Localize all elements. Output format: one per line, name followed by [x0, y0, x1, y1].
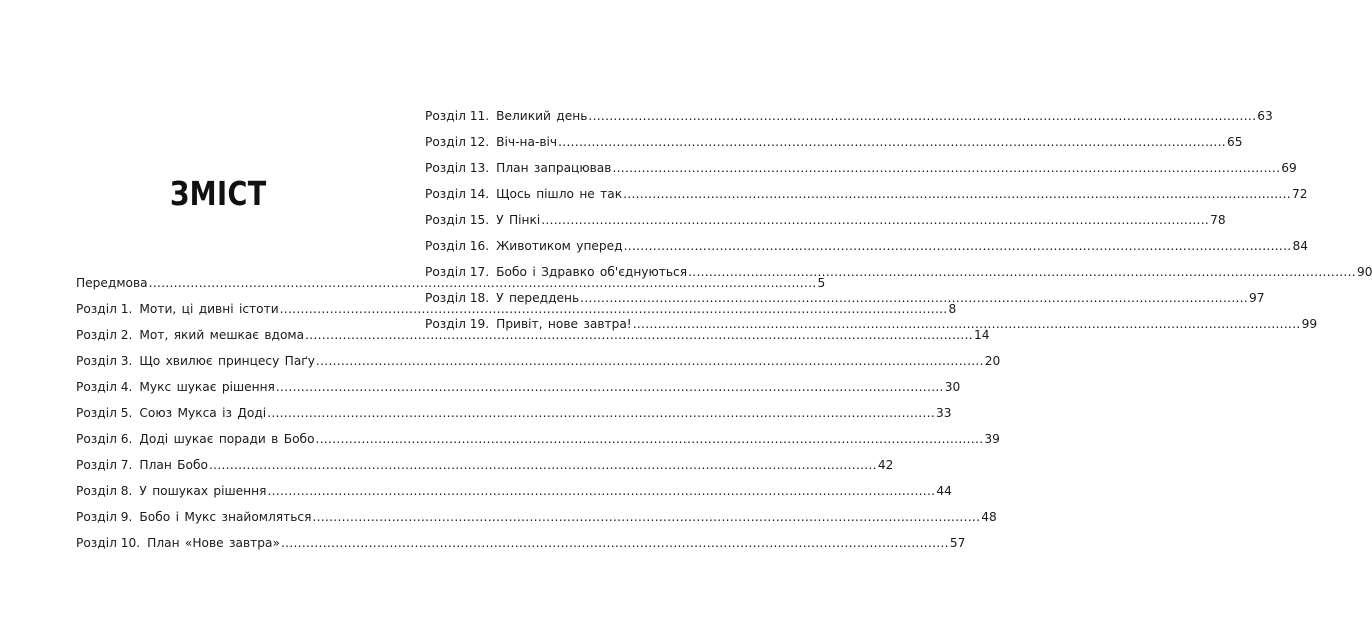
- toc-entry: [425, 263, 1372, 289]
- page-number: 42: [877, 458, 894, 472]
- toc-entry: [76, 430, 1000, 456]
- chapter-number: Розділ 9.: [76, 510, 133, 524]
- chapter-number: Розділ 19.: [425, 317, 490, 331]
- toc-entry: [425, 185, 1308, 211]
- chapter-number: Розділ 12.: [425, 135, 490, 149]
- page-number: 30: [944, 380, 961, 394]
- page-number: 5: [817, 276, 826, 290]
- dot-leader: [688, 263, 1356, 281]
- page-number: 63: [1257, 109, 1273, 123]
- dot-leader: [588, 107, 1256, 125]
- chapter-number: Розділ 7.: [76, 458, 133, 472]
- chapter-title: Щось пішло не так: [496, 187, 623, 201]
- chapter-number: Розділ 5.: [76, 406, 133, 420]
- chapter-number: Розділ 10.: [76, 536, 141, 550]
- chapter-number: Розділ 13.: [425, 161, 490, 175]
- dot-leader: [267, 404, 935, 422]
- page-number: 90: [1356, 265, 1372, 279]
- chapter-title: У Пінкі: [496, 213, 541, 227]
- chapter-title: Доді шукає поради в Бобо: [139, 432, 315, 446]
- toc-entry: [425, 289, 1265, 315]
- dot-leader: [312, 508, 980, 526]
- chapter-number: Розділ 1.: [76, 302, 133, 316]
- page-number: 48: [981, 510, 997, 524]
- page-number: 65: [1226, 135, 1243, 149]
- page-title: ЗМІСТ: [170, 174, 267, 213]
- dot-leader: [276, 378, 944, 396]
- chapter-title: Животиком уперед: [496, 239, 623, 253]
- chapter-number: Розділ 15.: [425, 213, 490, 227]
- toc-entry: [76, 482, 952, 508]
- toc-right-column: [425, 107, 1372, 341]
- dot-leader: [623, 185, 1291, 203]
- chapter-title: План запрацював: [496, 161, 612, 175]
- toc-entry: [76, 352, 1001, 378]
- dot-leader: [267, 482, 935, 500]
- chapter-title: План Бобо: [139, 458, 208, 472]
- chapter-title: Що хвилює принцесу Паґу: [139, 354, 315, 368]
- chapter-title: Союз Мукса із Доді: [139, 406, 267, 420]
- page-number: 57: [949, 536, 966, 550]
- chapter-number: Розділ 14.: [425, 187, 490, 201]
- chapter-title: Привіт, нове завтра!: [496, 317, 632, 331]
- dot-leader: [316, 430, 984, 448]
- chapter-title: Бобо і Здравко об'єднуються: [496, 265, 688, 279]
- page-number: 39: [984, 432, 1000, 446]
- toc-entry: [425, 107, 1273, 133]
- page-number: 14: [973, 328, 990, 342]
- chapter-number: Розділ 2.: [76, 328, 133, 342]
- dot-leader: [633, 315, 1301, 333]
- dot-leader: [316, 352, 984, 370]
- chapter-title: Великий день: [496, 109, 588, 123]
- toc-entry: [425, 211, 1226, 237]
- page-number: 69: [1281, 161, 1297, 175]
- chapter-number: Розділ 11.: [425, 109, 490, 123]
- toc-entry: [76, 534, 966, 560]
- toc-entry: [425, 237, 1308, 263]
- dot-leader: [580, 289, 1248, 307]
- page-number: 84: [1292, 239, 1308, 253]
- chapter-title: Моти, ці дивні істоти: [139, 302, 279, 316]
- chapter-number: Розділ 3.: [76, 354, 133, 368]
- toc-entry: [76, 456, 894, 482]
- dot-leader: [624, 237, 1292, 255]
- chapter-number: Розділ 4.: [76, 380, 133, 394]
- toc-entry: [76, 326, 990, 352]
- dot-leader: [541, 211, 1209, 229]
- chapter-title: Мукс шукає рішення: [139, 380, 275, 394]
- toc-entry: [76, 404, 952, 430]
- chapter-title: Бобо і Мукс знайомляться: [139, 510, 312, 524]
- toc-entry: [76, 378, 961, 404]
- toc-entry: [425, 159, 1297, 185]
- chapter-title: Віч-на-віч: [496, 135, 558, 149]
- toc-entry: [425, 133, 1243, 159]
- chapter-title: У пошуках рішення: [139, 484, 267, 498]
- page-number: 78: [1210, 213, 1226, 227]
- chapter-number: Розділ 16.: [425, 239, 490, 253]
- chapter-number: Розділ 6.: [76, 432, 133, 446]
- chapter-number: Розділ 8.: [76, 484, 133, 498]
- chapter-title: Передмова: [76, 276, 148, 290]
- chapter-title: План «Нове завтра»: [147, 536, 280, 550]
- page-number: 44: [936, 484, 952, 498]
- page-number: 97: [1249, 291, 1265, 305]
- page-number: 33: [936, 406, 952, 420]
- dot-leader: [281, 534, 949, 552]
- toc-entry: [76, 508, 997, 534]
- page-number: 20: [984, 354, 1001, 368]
- chapter-title: У переддень: [496, 291, 580, 305]
- chapter-number: Розділ 17.: [425, 265, 490, 279]
- dot-leader: [612, 159, 1280, 177]
- chapter-number: Розділ 18.: [425, 291, 490, 305]
- dot-leader: [558, 133, 1226, 151]
- page-number: 99: [1301, 317, 1318, 331]
- page-number: 8: [948, 302, 957, 316]
- page-number: 72: [1291, 187, 1308, 201]
- chapter-title: Мот, який мешкає вдома: [139, 328, 305, 342]
- dot-leader: [209, 456, 877, 474]
